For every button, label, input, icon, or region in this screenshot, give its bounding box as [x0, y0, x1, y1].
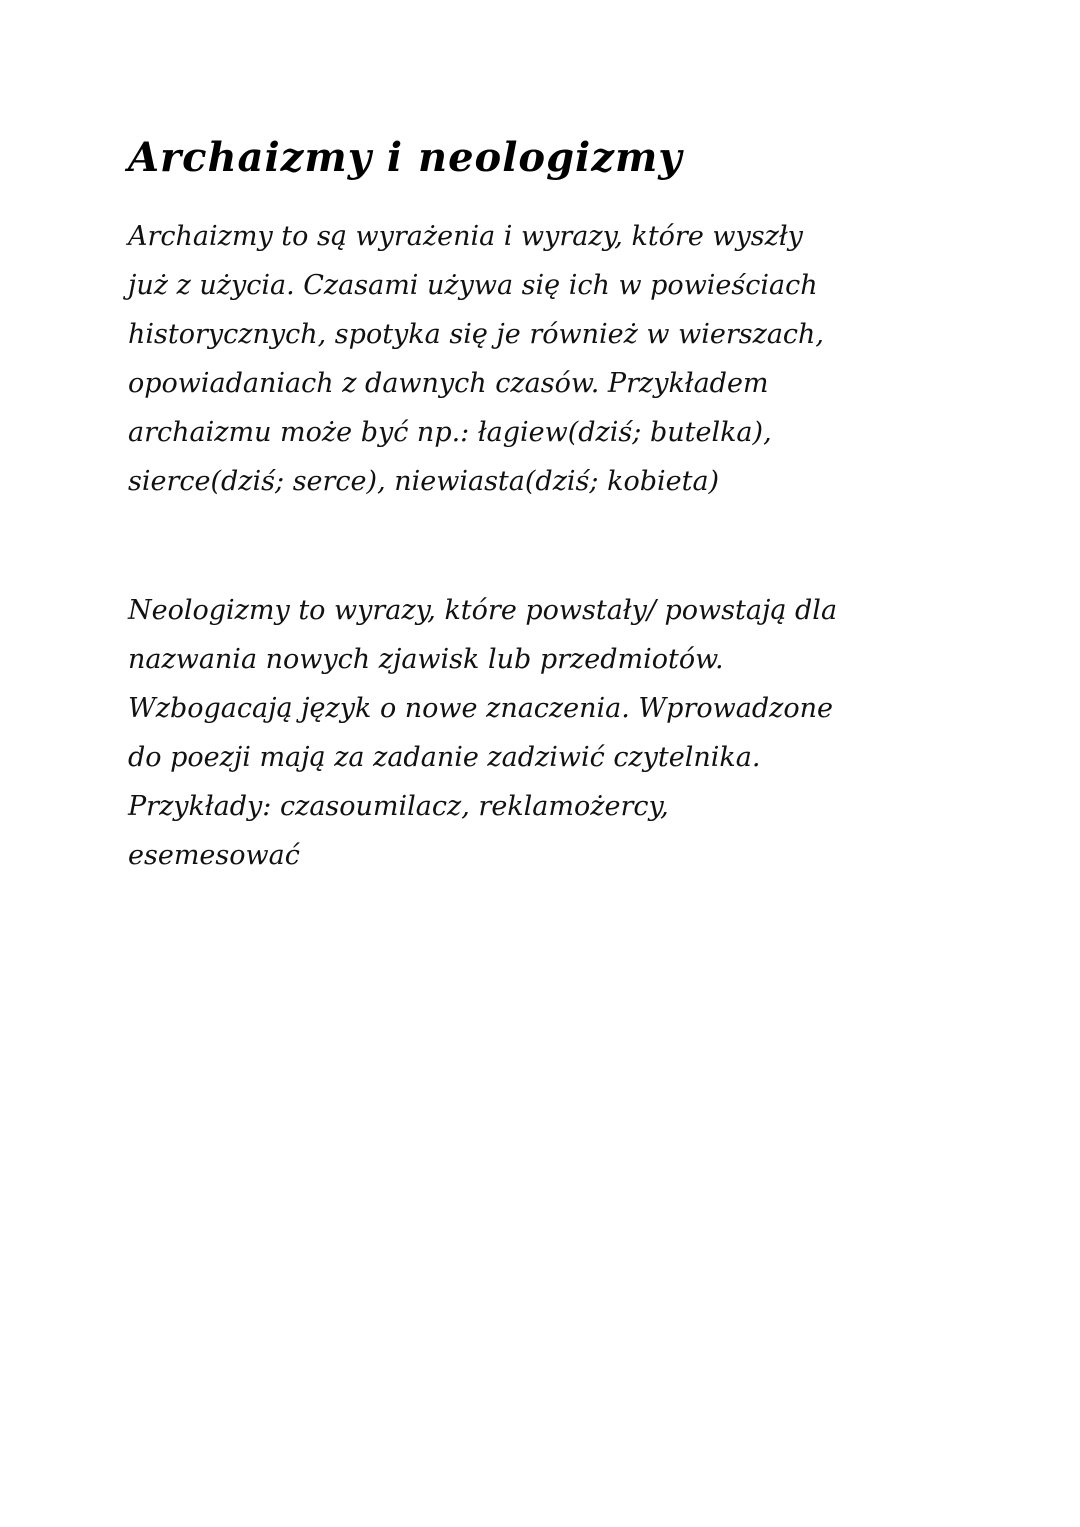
page-title: Archaizmy i neologizmy [128, 134, 683, 181]
text-line: Neologizmy to wyrazy, które powstały/ powstają dla [128, 595, 838, 626]
text-line: opowiadaniach z dawnych czasów. Przykładem [128, 368, 769, 399]
text-line: Wzbogacają język o nowe znaczenia. Wprowadzone [128, 693, 833, 724]
text-line: Archaizmy to są wyrażenia i wyrazy, które wyszły [128, 221, 803, 252]
text-line: do poezji mają za zadanie zadziwić czytelnika. [128, 742, 761, 773]
text-line: sierce(dziś; serce), niewiasta(dziś; kobieta) [128, 466, 720, 497]
paragraph-neologizmy [128, 586, 988, 880]
text-line: już z użycia. Czasami używa się ich w powieściach [128, 270, 818, 301]
text-line: archaizmu może być np.: łagiew(dziś; butelka), [128, 417, 772, 448]
text-line: nazwania nowych zjawisk lub przedmiotów. [128, 644, 724, 675]
text-line: Przykłady: czasoumilacz, reklamożercy, [128, 791, 669, 822]
text-line: historycznych, spotyka się je również w wierszach, [128, 319, 825, 350]
paragraph-archaizmy [128, 212, 988, 506]
text-line: esemesować [128, 840, 300, 871]
